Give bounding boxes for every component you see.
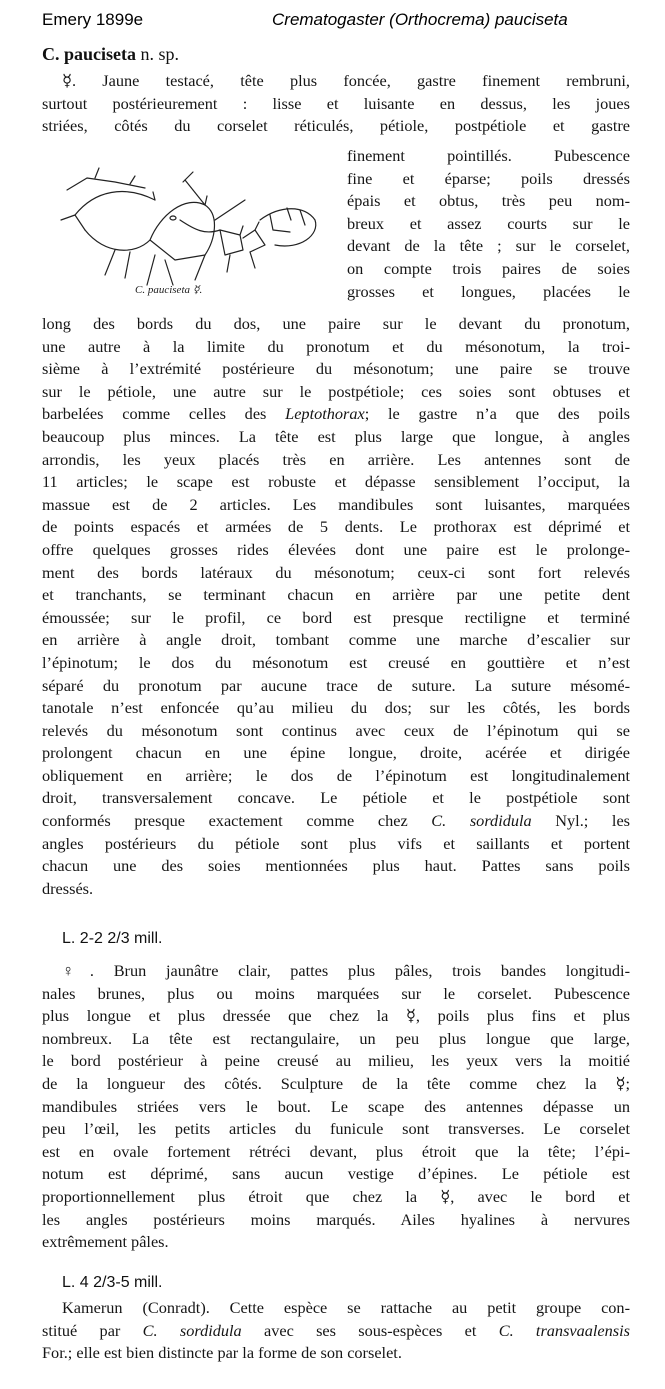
worker-line: en arrière à angle droit, tombant comme une marche d’escalier sur [42,630,630,650]
worker-line: offre quelques grosses rides élevées dont une paire est le prolonge- [42,539,630,559]
worker-line: relevés du mésonotum sont continus avec ceux de l’épinotum qui se [42,720,630,740]
worker-line: long des bords du dos, une paire sur le devant du pronotum, [42,314,630,333]
species-name: C. pauciseta [42,44,136,64]
queen-length: L. 4 2/3-5 mill. [62,1274,163,1291]
worker-length: L. 2-2 2/3 mill. [62,930,163,947]
worker-line: surtout postérieurement : lisse et luisante en dessus, les joues [42,93,630,113]
header-taxon: Crematogaster (Orthocrema) pauciseta [272,10,568,29]
queen-line: les angles postérieurs moins marqués. Ailes hyalines à nervures [42,1209,630,1229]
worker-line: de points espacés et armées de 5 dents. Le prothorax est déprimé et [42,517,630,537]
worker-line: barbelées comme celles des Leptothorax; le gastre n’a que des poils [42,404,630,424]
worker-line: épais et obtus, très peu nom- [347,191,630,211]
worker-line: on compte trois paires de soies [347,258,630,278]
worker-line: sur le pétiole, une autre sur le postpétiole; ces soies sont obtuses et [42,381,630,401]
worker-line: ☿. Jaune testacé, tête plus foncée, gastre finement rembruni, [62,71,630,90]
worker-line: devant de la tête ; sur le corselet, [347,236,630,256]
worker-line: sième à l’extrémité postérieure du mésonotum; une paire se trouve [42,359,630,379]
worker-line: finement pointillés. Pubescence [347,146,630,165]
worker-line: et tranchants, se terminant chacun en arrière par une petite dent [42,585,630,605]
worker-description-bottom [42,313,630,900]
worker-description-top [42,70,630,138]
worker-line: 11 articles; le scape est robuste et dépasse sensiblement l’occiput, la [42,472,630,492]
species-status: n. sp. [140,44,180,64]
worker-line: dressés. [42,878,94,898]
worker-line: chacun une des soies mentionnées plus haut. Pattes sans poils [42,856,630,876]
figure-caption: C. pauciseta ☿. [135,284,203,296]
worker-line: prolongent chacun en une épine longue, droite, acérée et dirigée [42,743,630,763]
worker-line: striées, côtés du corselet réticulés, pétiole, postpétiole et gastre [42,116,630,136]
worker-line: arrondis, les yeux placés très en arrière. Les antennes sont de [42,449,630,469]
worker-line: grosses et longues, placées le [347,281,630,301]
queen-line: nales brunes, plus ou moins marquées sur le corselet. Pubescence [42,983,630,1003]
worker-line: conformés presque exactement comme chez C. sordidula Nyl.; les [42,811,630,831]
worker-line: angles postérieurs du pétiole sont plus vifs et saillants et portent [42,833,630,853]
worker-line: une autre à la limite du pronotum et du mésonotum, la troi- [42,336,630,356]
worker-line: massue est de 2 articles. Les mandibules sont luisantes, marquées [42,494,630,514]
worker-line: ment des bords latéraux du mésonotum; ceux-ci sont fort relevés [42,562,630,582]
queen-line: ♀. Brun jaunâtre clair, pattes plus pâles, trois bandes longitudi- [62,961,630,980]
worker-description-wrap [347,145,630,303]
queen-line: peu l’œil, les petits articles du funicule sont transverses. Le corselet [42,1119,630,1139]
queen-line: extrêmement pâles. [42,1232,169,1252]
distribution-line: stitué par C. sordidula avec ses sous-espèces et C. transvaalensis [42,1320,630,1340]
queen-line: proportionnellement plus étroit que chez la ☿, avec le bord et [42,1186,630,1206]
worker-line: breux et assez courts sur le [347,213,630,233]
distribution-line: Kamerun (Conradt). Cette espèce se rattache au petit groupe con- [62,1298,630,1317]
worker-line: émoussée; sur le profil, ce bord est presque rectiligne et terminé [42,607,630,627]
queen-line: nombreux. La tête est rectangulaire, un peu plus longue que large, [42,1028,630,1048]
worker-line: obliquement en arrière; le dos de l’épinotum est longitudinalement [42,765,630,785]
worker-line: droit, transversalement concave. Le pétiole et le postpétiole sont [42,788,630,808]
worker-line: tanotale n’est enfoncée qu’au milieu du dos; sur les côtés, les bords [42,698,630,718]
queen-line: est en ovale fortement rétréci devant, plus étroit que la tête; l’épi- [42,1141,630,1161]
distribution-note [42,1297,630,1365]
queen-line: plus longue et plus dressée que chez la ☿, poils plus fins et plus [42,1006,630,1026]
worker-line: séparé du pronotum par aucune trace de suture. La suture mésomé- [42,675,630,695]
queen-line: le bord postérieur à peine creusé au milieu, les yeux vers la moitié [42,1051,630,1071]
queen-line: de la longueur des côtés. Sculpture de la tête comme chez la ☿; [42,1073,630,1093]
species-title [42,44,179,65]
distribution-line: For.; elle est bien distincte par la forme de son corselet. [42,1343,402,1363]
header-citation: Emery 1899e [42,10,144,29]
queen-description [42,960,630,1254]
queen-line: notum est déprimé, sans aucun vestige d’épines. Le pétiole est [42,1164,630,1184]
queen-line: mandibules striées vers le bout. Le scape des antennes dépasse un [42,1096,630,1116]
worker-line: l’épinotum; le dos du mésonotum est creusé en gouttière et n’est [42,652,630,672]
worker-line: fine et éparse; poils dressés [347,168,630,188]
worker-line: beaucoup plus minces. La tête est plus large que longue, à angles [42,426,630,446]
